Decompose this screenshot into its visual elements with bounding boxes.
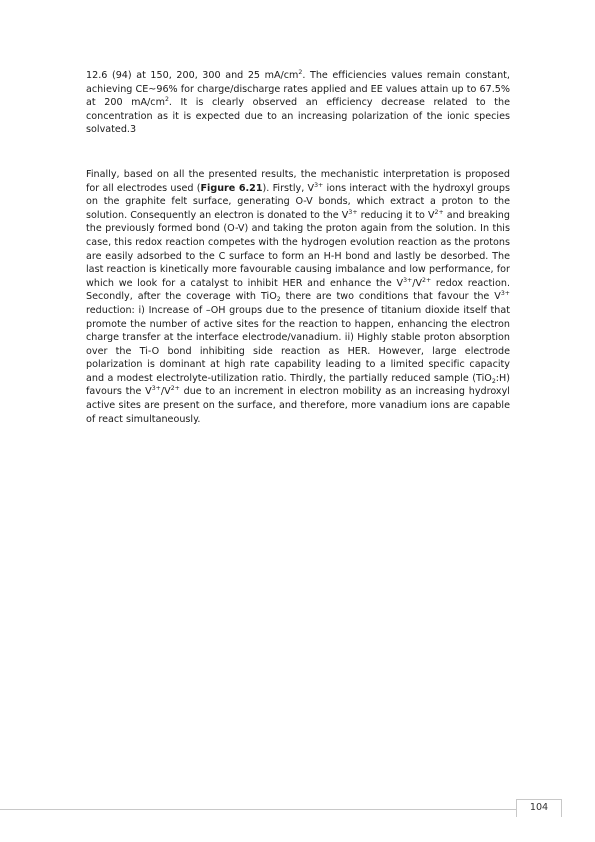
page-number: 104 <box>529 802 549 813</box>
text-run: there are two conditions that favour the V <box>280 291 501 303</box>
text-run: . The efficiencies values remain constant, achieving CE~96% for charge/discharge rates applied and EE values attain up to 67.5% at 200 mA/cm <box>86 70 510 109</box>
text-run: due to an increment in electron mobility as an increasing hydroxyl active sites are present on the surface, and therefore, more vanadium ions are capable of react simultaneously. <box>86 386 510 425</box>
text-run: reducing it to V <box>357 209 435 221</box>
text-run: . It is clearly observed an efficiency decrease related to the concentration as it is expected due to an increasing polarization of the ionic species solvated.3 <box>86 97 510 136</box>
text-run: Finally, based on all the presented results, the mechanistic interpretation is proposed for all electrodes used ( <box>86 168 510 194</box>
figure-reference: Figure 6.21 <box>200 182 263 194</box>
superscript: 2+ <box>434 208 444 216</box>
superscript: 2+ <box>422 276 432 284</box>
text-run: reduction: i) Increase of –OH groups due to the presence of titanium dioxide itself that promote the number of active sites for the reaction to happen, enhancing the electron charge transfer at the interface electrode/vanadium. ii) Highly stable proton absorption over the Ti-O bond inhibiting side reaction as HER. However, large electrode polarization is dominant at high rate capability leading to a limited specific capacity and a modest electrolyte-utilization ratio. Thirdly, the partially reduced sample (TiO <box>86 304 510 384</box>
superscript: 3+ <box>151 385 161 393</box>
text-run: and breaking the previously formed bond (O-V) and taking the proton again from the solution. In this case, this redox reaction competes with the hydrogen evolution reaction as the protons are easily adsorbed to the C surface to form an H-H bond and lastly be desorbed. The last reaction is kinetically more favourable causing imbalance and low performance, for which we look for a catalyst to inhibit HER and enhance the V <box>86 209 511 289</box>
body-text <box>86 69 510 426</box>
text-run: ions interact with the hydroxyl groups on the graphite felt surface, generating O-V bonds, which extract a proton to the solution. Consequently an electron is donated to the V <box>86 182 510 221</box>
superscript: 3+ <box>314 181 324 189</box>
text-run: ). Firstly, V <box>262 182 315 194</box>
superscript: 3+ <box>403 276 413 284</box>
superscript: 3+ <box>348 208 358 216</box>
text-run: 12.6 (94) at 150, 200, 300 and 25 mA/cm <box>86 70 299 81</box>
paragraph-mechanism <box>86 168 510 426</box>
superscript: 2+ <box>170 385 180 393</box>
text-run: :H) favours the V <box>86 372 510 398</box>
superscript: 2 <box>164 96 169 104</box>
subscript: 2 <box>276 296 281 304</box>
superscript: 3+ <box>500 290 510 298</box>
text-run: redox reaction. Secondly, after the coverage with TiO <box>86 277 511 303</box>
subscript: 2 <box>491 377 496 385</box>
text-run: /V <box>160 386 171 398</box>
footer-rule <box>0 809 516 810</box>
paragraph-efficiencies <box>86 69 510 137</box>
superscript: 2 <box>298 69 303 76</box>
page-number-box <box>516 799 562 817</box>
text-run: /V <box>412 277 423 289</box>
